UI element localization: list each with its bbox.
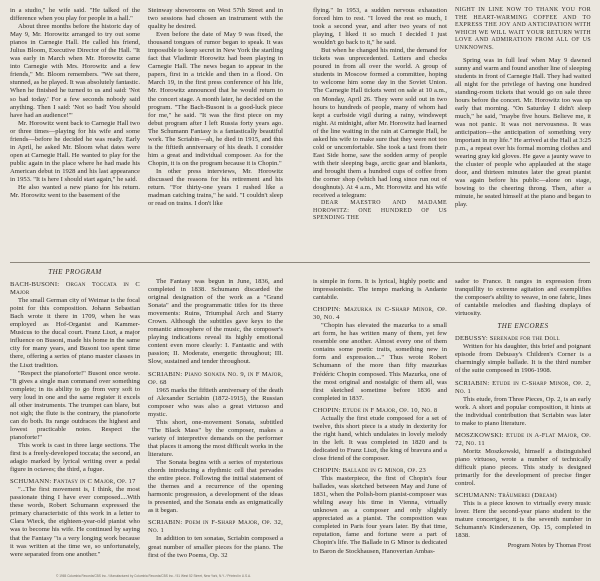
paragraph: Written for his daughter, this brief and poignant episode from Debussy's Children's Corner is a charmingly simple ballade. It is the third number of the suite composed in 1906-1908. bbox=[455, 343, 591, 375]
paragraph: But when he changed his mind, the demand for tickets was unprecedented. Letters and checks poured in from all over the world. A group of students in Moscow formed a committee, hoping to welcome him some day in the Soviet Union. The Carnegie Hall tickets went on sale at 10 a.m., on Monday, April 26. They were sold out in two hours to hundreds of people, many of whom had kept a curbside vigil during a rainy, windswept night. At midnight, after Mr. Horowitz had learned of the line waiting in the rain at Carnegie Hall, he asked his wife to make sure that they were not too cold or uncomfortable. She took a taxi from their East Side home, saw the sodden army of people with their sleeping bags, arctic gear and blankets, and brought them a hundred cups of coffee from the corner shop (which had long since run out of doughnuts). At 4 a.m., Mr. Horowitz and his wife received a telegram: bbox=[313, 47, 447, 200]
paragraph: This is a piece known to virtually every music lover. Here the second-year piano student to the mature concertgoer, it is the seventh number in Schumann's Kinderszenen, Op. 15, completed in 1838. bbox=[455, 500, 591, 540]
paragraph: He also wanted a new piano for his return. Mr. Horowitz went to the basement of the bbox=[10, 184, 140, 200]
paragraph: Moritz Moszkowski, himself a distinguished piano virtuoso, wrote a number of technically difficult piano pieces. This study is designed primarily for the development of precise finger control. bbox=[455, 447, 591, 488]
piece-title: DEBUSSY: Serenade for the Doll bbox=[455, 335, 560, 343]
paragraph: This etude, from Three Pieces, Op. 2, is an early work. A short and popular composition, it hints at the individual contribution that Scriabin was later to make to piano literature. bbox=[455, 395, 591, 427]
paragraph: The Sonata begins with a series of mysterious chords introducing a rhythmic cell that pervades the entire piece. Following the initial statement of the themes and a recurrence of the opening harmonic progression, a development of the ideas is presented, and the Sonata ends as enigmatically as it began. bbox=[148, 459, 283, 515]
piece-title: SCRIABIN: Etude in C-Sharp Minor, Op. 2, No. 1 bbox=[455, 379, 591, 395]
paragraph: 1965 marks the fiftieth anniversary of the death of Alexander Scriabin (1872-1915), the Russian composer who was also a great virtuoso and mystic. bbox=[148, 386, 283, 418]
paragraph: This work is cast in three large sections. The first is a freely-developed toccata; the second, an adagio marked by lyrical writing over a pedal figure in octaves; the third, a fugue. bbox=[10, 441, 140, 474]
program-notes-credit: Program Notes by Thomas Frost bbox=[507, 542, 591, 550]
piece-title: CHOPIN: Mazurka in C-Sharp Minor, Op. 30, No. 4 bbox=[313, 306, 447, 322]
bottom-column-1 bbox=[10, 268, 140, 570]
paragraph: flying." In 1953, a sudden nervous exhaustion forced him to rest. "I loved the rest so much, I took a second year, and after two years of not playing, I liked it so much I decided I just wouldn't go back to it," he said. bbox=[313, 7, 447, 47]
paragraph: Mr. Horowitz went back to Carnegie Hall two or three times—playing for his wife and some friends—before he decided he was ready. Early in April, he asked Mr. Bloom what dates were open at Carnegie Hall. He wanted to play for the public again in the place where he had made his American debut in 1928 and his last appearance in 1953. "It is here I should start again," he said. bbox=[10, 119, 140, 183]
piece-title: SCHUMANN: Träumerei (Dream) bbox=[455, 492, 557, 500]
paragraph: In other press interviews, Mr. Horowitz discussed the reasons for his retirement and his return. "For thirty-one years I rushed like a madman catching trains," he said. "I couldn't sleep or read on trains. I don't like bbox=[148, 167, 283, 208]
bottom-column-4 bbox=[455, 278, 591, 570]
piece-title: BACH-BUSONI: Organ Toccata in C Major bbox=[10, 281, 140, 297]
copyright-footer: © 1965 Columbia Records/CBS Inc. / Manufactured by Columbia Records/CBS Inc. / 51 West 52 Street, New York, N.Y. / Printed in U.S.A. bbox=[56, 574, 251, 578]
top-column-1 bbox=[10, 7, 140, 259]
bottom-column-2 bbox=[148, 278, 283, 570]
piece-title: SCRIABIN: Piano Sonata No. 9, in F Major, Op. 68 bbox=[148, 370, 283, 386]
paragraph: The small German city of Weimar is the focal point for this composition. Johann Sebastian Bach wrote it there in 1709, when he was employed as Hof-Organist and Kammer-Musicus to the ducal court. Franz Liszt, a major influence on Busoni, made his home in the same city for many years, and Busoni too spent time there, offering a series of piano master classes in the Liszt tradition. bbox=[10, 297, 140, 369]
paragraph: sador to France. It ranges in expression from tranquillity to extreme agitation and exemplifies the composer's ability to weave, in one fabric, lines of cantabile melodies and flashing displays of virtuosity. bbox=[455, 278, 591, 318]
paragraph: in a studio," he wife said. "He talked of the difference when you play for people in a hall." bbox=[10, 7, 140, 23]
telegram-text: NIGHT IN LINE NOW TO THANK YOU FOR THE HEART-WARMING COFFEE AND TO EXPRESS THE JOY AND ANTICIPATION WITH WHICH WE WILL WAIT YOUR RETURN WITH LOVE AND ADMIRATION FROM ALL OF US UNKNOWNS. bbox=[455, 7, 591, 51]
paragraph: Spring was in full leaf when May 9 dawned sunny and warm and found another line of sleeping students in front of Carnegie Hall. They had waited all night for the privilege of having one hundred standing-room tickets that would go on sale three hours before the concert. Mr. Horowitz too was up early that morning. "On Saturday I didn't sleep much," he said, "maybe five hours. Believe me, it was not panic. It was not nervousness. It was anticipation—the anticipation of something very important in my life." He arrived at the Hall at 3:25 p.m., a repeat over his formal morning clothes and wearing gray kid gloves. He gave a jaunty wave to the cluster of people who applauded at the stage door, and thirteen minutes later the great pianist was again before his public—alone on stage, bowing to the cheering throng. Then, after a minute, he seated himself at the piano and began to play. bbox=[455, 56, 591, 209]
paragraph: Even before the date of May 9 was fixed, the thousand tongues of rumor began to speak. It was impossible to keep secret in New York the startling fact that Vladimir Horowitz had been playing in Carnegie Hall. The news began to appear in the papers, first in a trickle and then in a flood. On March 19, in the first press conference of his life, Mr. Horowitz announced that he would return to the concert stage. A month later, he decided on the program. "The Bach-Busoni is a good-luck piece for me," he said. "It was the first piece on my debut program after I left Russia forty years ago. The Schumann Fantasy is a fantastically beautiful work. The Scriabin—ah, he died in 1915, and this is the fiftieth anniversary of his death. I consider him a great and individual composer. As for the Chopin, it is on the program because it is Chopin." bbox=[148, 31, 283, 167]
program-heading: THE PROGRAM bbox=[48, 268, 102, 276]
top-column-4 bbox=[455, 7, 591, 259]
bottom-column-3 bbox=[313, 278, 447, 570]
piece-title: CHOPIN: Ballade in G Minor, Op. 23 bbox=[313, 467, 427, 475]
piece-title: SCRIABIN: Poem in F-Sharp Major, Op. 32, No. 1 bbox=[148, 519, 283, 535]
section-divider bbox=[10, 262, 590, 263]
paragraph: About three months before the historic day of May 9, Mr. Horowitz arranged to try out some pianos in Carnegie Hall. He called his friend, Julius Bloom, Executive Director of the Hall. "It was early in March when Mr. Horowitz came into Carnegie with Mrs. Horowitz and a few friends," Mr. Bloom remembers. "We sat there, stunned, as he played. It was absolutely fantastic. When he finished he turned to us and said: 'Not so bad today.' For a few seconds nobody said anything. Then I said: 'Not so bad! You should have had an audience!'" bbox=[10, 23, 140, 119]
paragraph: The Fantasy was begun in June, 1836, and completed in 1838. Schumann discarded the original designation of the work as a "Grand Sonata" and the programmatic titles for its three movements: Ruins, Triumphal Arch and Starry Crown. Although the subtitles gave keys to the romantic atmosphere of the music, the composer's playing indications reveal its highly emotional content even more clearly: I. Fantastic and with passion; II. Moderate, energetic throughout; III. Slow, sustained and tender throughout. bbox=[148, 278, 283, 366]
paragraph: "...The first movement is, I think, the most passionate thing I have ever composed....With these words, Robert Schumann expressed the primary characteristic of this work in a letter to Clara Wieck, the eighteen-year-old pianist who was to become his wife. He continued by saying that the Fantasy "is a very longing work because it was written at the time we, so unfortunately, were separated from one another." bbox=[10, 486, 140, 558]
paragraph: Steinway showrooms on West 57th Street and in two sessions had chosen an instrument with the quality he desired. bbox=[148, 7, 283, 31]
paragraph: This masterpiece, the first of Chopin's four ballades, was sketched between May and June of 1831, when the Polish-born pianist-composer was whiling away his time in Vienna, virtually unknown as a composer and only slightly appreciated as a pianist. The composition was completed in Paris four years later. By that time, reputation, fame and fortune were a part of Chopin's life. The Ballade in G Minor is dedicated to Baron de Stockhausen, Hanoverian Ambas- bbox=[313, 475, 447, 555]
paragraph: This short, one-movement Sonata, subtitled "The Black Mass" by the composer, makes a variety of interpretive demands on the performer that places it among the most difficult works in the literature. bbox=[148, 418, 283, 458]
top-column-3 bbox=[313, 7, 447, 259]
encores-heading: THE ENCORES bbox=[497, 322, 549, 331]
paragraph: is simple in form. It is lyrical, highly poetic and impressionistic. The tempo marking is Andante cantabile. bbox=[313, 278, 447, 302]
piece-title: CHOPIN: Etude in F Major, Op. 10, No. 8 bbox=[313, 406, 438, 414]
top-column-2 bbox=[148, 7, 283, 259]
piece-title: SCHUMANN: Fantasy in C Major, Op. 17 bbox=[10, 478, 136, 486]
paragraph: "Respect the pianoforte!" Busoni once wrote. "It gives a single man command over something complete; in its ability to go from very soft to very loud in one and the same register it excels all other instruments. The trumpet can blare, but not sigh; the flute is the contrary, the pianoforte can do both. Its range outdraces the highest and lowest practicable notes. Respect the pianoforte!" bbox=[10, 369, 140, 441]
paragraph: In addition to ten sonatas, Scriabin composed a great number of smaller pieces for the piano. The first of the two Poems, Op. 32 bbox=[148, 535, 283, 559]
paragraph: Actually the first etude composed for a set of twelve, this short piece is a study in dexterity for the right hand, which undulates in lovely melody in the left. It was completed in 1820 and is dedicated to Franz Liszt, the king of bravura and a close friend of the composer. bbox=[313, 414, 447, 462]
telegram-text: DEAR MAESTRO AND MADAME HOROWITZ: ONE HUNDRED OF US SPENDING THE bbox=[313, 200, 447, 222]
piece-title: MOSZKOWSKI: Etude in A-Flat Major, Op. 72, No. 11 bbox=[455, 431, 591, 447]
paragraph: "Chopin has elevated the mazurka to a small art form, he has written many of them, yet few resemble one another. Almost every one of them contains some poetic traits, something new in form and expression...." Thus wrote Robert Schumann of the more than fifty mazurkas Frédéric Chopin composed. This Mazurka, one of the most original and nostalgic of them all, was first sketched sometime before 1836 and completed in 1837. bbox=[313, 322, 447, 402]
